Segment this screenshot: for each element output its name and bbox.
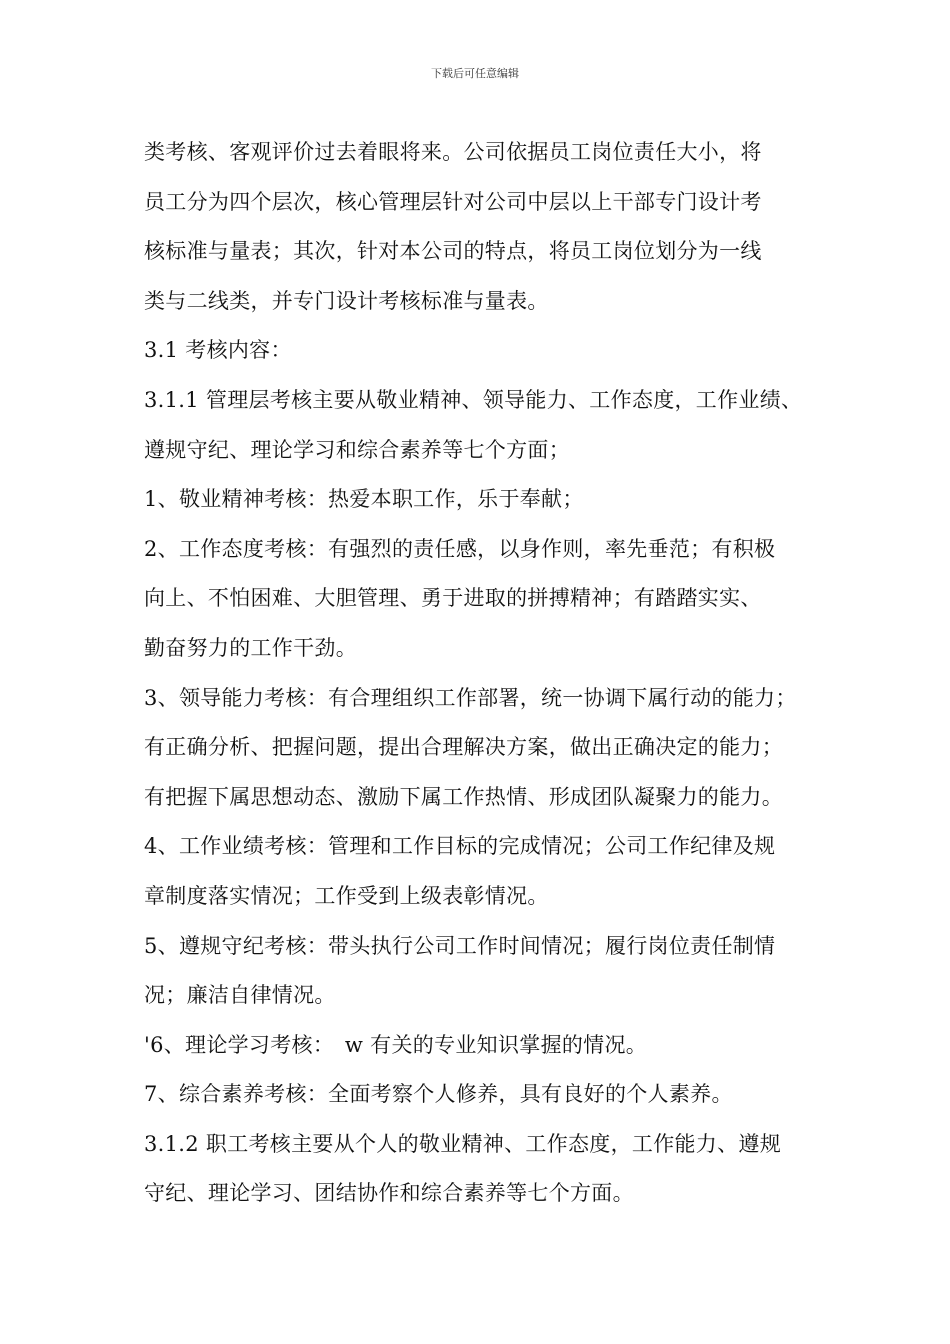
list-item-line: 有正确分析、把握问题，提出合理解决方案，做出正确决定的能力； — [144, 735, 783, 760]
list-item-line: 向上、不怕困难、大胆管理、勇于进取的拼搏精神；有踏踏实实、 — [144, 586, 762, 611]
paragraph-line: 核标准与量表；其次，针对本公司的特点，将员工岗位划分为一线 — [144, 239, 762, 264]
subsection-line: 3.1.2 职工考核主要从个人的敬业精神、工作态度，工作能力、遵规 — [144, 1131, 782, 1156]
document-body — [144, 128, 834, 1219]
list-item-line: '6、理论学习考核： w 有关的专业知识掌握的情况。 — [144, 1032, 648, 1057]
list-item-line: 1、敬业精神考核：热爱本职工作，乐于奉献； — [144, 487, 584, 512]
subsection-line: 3.1.1 管理层考核主要从敬业精神、领导能力、工作态度，工作业绩、 — [144, 387, 803, 412]
list-item-line: 5、遵规守纪考核：带头执行公司工作时间情况；履行岗位责任制情 — [144, 933, 776, 958]
paragraph-line: 员工分为四个层次，核心管理层针对公司中层以上干部专门设计考 — [144, 189, 762, 214]
list-item-line: 4、工作业绩考核：管理和工作目标的完成情况；公司工作纪律及规 — [144, 834, 776, 859]
list-item-line: 3、领导能力考核：有合理组织工作部署，统一协调下属行动的能力； — [144, 685, 797, 710]
subsection-line: 守纪、理论学习、团结协作和综合素养等七个方面。 — [144, 1181, 634, 1206]
list-item-line: 章制度落实情况；工作受到上级表彰情况。 — [144, 883, 549, 908]
page-header: 下载后可任意编辑 — [431, 67, 519, 80]
list-item-line: 勤奋努力的工作干劲。 — [144, 635, 357, 660]
section-heading: 3.1 考核内容： — [144, 338, 292, 363]
paragraph-line: 类与二线类，并专门设计考核标准与量表。 — [144, 288, 549, 313]
list-item-line: 2、工作态度考核：有强烈的责任感，以身作则，率先垂范；有积极 — [144, 536, 776, 561]
paragraph-line: 类考核、客观评价过去着眼将来。公司依据员工岗位责任大小，将 — [144, 140, 762, 164]
list-item-line: 7、综合素养考核：全面考察个人修养，具有良好的个人素养。 — [144, 1082, 733, 1107]
list-item-line: 况；廉洁自律情况。 — [144, 983, 336, 1008]
list-item-line: 有把握下属思想动态、激励下属工作热情、形成团队凝聚力的能力。 — [144, 784, 783, 809]
subsection-line: 遵规守纪、理论学习和综合素养等七个方面； — [144, 437, 570, 462]
